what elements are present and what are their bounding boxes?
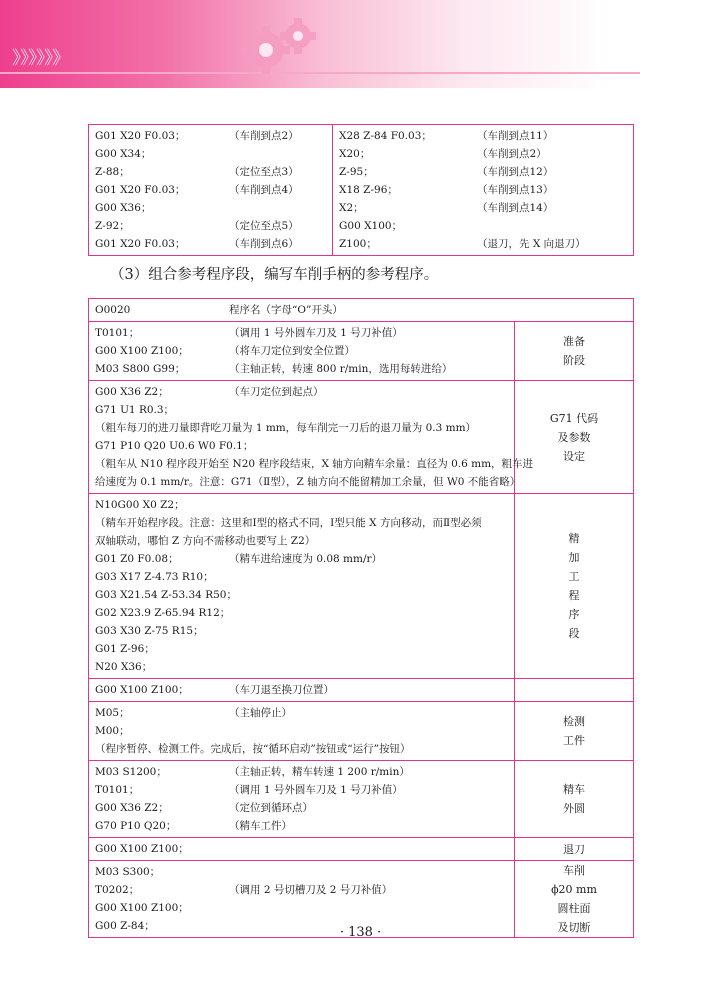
table-row xyxy=(89,679,634,702)
code-comment: （调用 1 号外圆车刀及 1 号刀补值） xyxy=(229,784,403,796)
stage-label: G71 代码 及参数 设定 xyxy=(515,381,634,494)
code-text: Z-95； xyxy=(339,166,374,178)
code-line xyxy=(95,604,514,622)
code-line xyxy=(95,586,514,604)
code-comment: 程序名（字母“O”开头） xyxy=(229,304,343,316)
code-line xyxy=(95,342,514,360)
code-text: T0101； xyxy=(95,327,140,339)
code-line xyxy=(95,763,514,781)
code-text: G01 X20 F0.03； xyxy=(95,130,186,142)
code-comment: （车削到点4） xyxy=(229,184,299,196)
code-text: N10G00 X0 Z2； xyxy=(95,499,185,511)
code-line xyxy=(339,145,633,163)
code-text: G00 X100 Z100； xyxy=(95,902,189,914)
program-code-cell xyxy=(89,838,515,861)
code-comment: （退刀，先 X 向退刀） xyxy=(477,238,586,250)
program-table xyxy=(88,298,634,938)
code-line xyxy=(95,781,514,799)
code-comment: （将车刀定位到安全位置） xyxy=(229,345,355,357)
stage-label: 精车 外圆 xyxy=(515,761,634,838)
code-line xyxy=(95,199,332,217)
code-comment: （车刀退至换刀位置） xyxy=(229,684,334,696)
code-line xyxy=(95,437,514,455)
code-line xyxy=(339,235,633,253)
code-text: Z100； xyxy=(339,238,377,250)
code-line xyxy=(95,899,514,917)
code-line xyxy=(95,455,534,473)
code-comment: （车削到点14） xyxy=(477,202,554,214)
code-line xyxy=(95,419,514,437)
code-text: G02 X23.9 Z-65.94 R12； xyxy=(95,607,231,619)
code-line xyxy=(95,235,332,253)
code-text: G00 X34； xyxy=(95,148,152,160)
code-comment: （调用 2 号切槽刀及 2 号刀补值） xyxy=(229,884,393,896)
stage-label: 精 加 工 程 序 段 xyxy=(515,494,634,679)
code-line xyxy=(95,550,514,568)
header-banner xyxy=(0,0,721,88)
code-comment: （定位到循环点） xyxy=(229,802,313,814)
code-comment: （定位至点5） xyxy=(229,220,299,232)
code-line xyxy=(95,301,633,319)
code-text: M03 S800 G99； xyxy=(95,363,186,375)
code-text: X20； xyxy=(339,148,371,160)
code-comment: （车削到点13） xyxy=(477,184,554,196)
table1-left-column xyxy=(89,125,333,256)
code-comment: （车刀定位到起点） xyxy=(229,386,324,398)
code-text: T0202； xyxy=(95,884,140,896)
code-line xyxy=(95,127,332,145)
code-line xyxy=(95,217,332,235)
page-number: · 138 · xyxy=(339,925,382,940)
code-line xyxy=(95,817,514,835)
code-text: Z-92； xyxy=(95,220,130,232)
code-text: G00 X100 Z100； xyxy=(95,843,189,855)
code-line xyxy=(95,473,521,491)
program-code-cell xyxy=(89,761,515,838)
code-text: M05； xyxy=(95,707,130,719)
stage-label: 准备 阶段 xyxy=(515,322,634,381)
code-text: （精车开始程序段。注意：这里和Ⅰ型的格式不同，Ⅰ型只能 X 方向移动，而Ⅱ型必须 xyxy=(95,517,482,529)
table1-right-column xyxy=(333,125,634,256)
code-text: M00； xyxy=(95,725,130,737)
code-comment: （车削到点2） xyxy=(477,148,547,160)
stage-label: 检测 工件 xyxy=(515,702,634,761)
code-line xyxy=(95,799,514,817)
code-line xyxy=(95,383,514,401)
code-line xyxy=(95,324,514,342)
table-row xyxy=(89,381,634,494)
code-comment: （车削到点2） xyxy=(229,130,299,142)
program-table-continued xyxy=(88,124,634,256)
stage-label: 退刀 xyxy=(515,838,634,861)
code-text: G70 P10 Q20； xyxy=(95,820,177,832)
code-text: G03 X17 Z-4.73 R10； xyxy=(95,571,214,583)
chevron-decoration: 》》》》》》 xyxy=(12,48,69,69)
code-text: G00 Z-84； xyxy=(95,920,155,932)
program-code-cell xyxy=(89,702,515,761)
code-text: （粗车每刀的进刀量即背吃刀量为 1 mm，每车削完一刀后的退刀量为 0.3 mm） xyxy=(95,422,477,434)
code-comment: （主轴停止） xyxy=(229,707,292,719)
gear-icon xyxy=(236,12,326,78)
code-text: G00 X100； xyxy=(339,220,403,232)
stage-label xyxy=(515,679,634,702)
code-line xyxy=(95,622,514,640)
code-line xyxy=(95,740,514,758)
table-row xyxy=(89,494,634,679)
code-text: X28 Z-84 F0.03； xyxy=(339,130,432,142)
code-text: G00 X100 Z100； xyxy=(95,345,189,357)
code-text: M03 S300； xyxy=(95,866,161,878)
code-text: X18 Z-96； xyxy=(339,184,398,196)
code-text: Z-88； xyxy=(95,166,130,178)
code-text: G00 X36； xyxy=(95,202,152,214)
code-line xyxy=(339,181,633,199)
code-line xyxy=(95,681,514,699)
section-heading: （3）组合参考程序段，编写车削手柄的参考程序。 xyxy=(110,267,439,283)
code-line xyxy=(95,863,514,881)
code-text: （粗车从 N10 程序段开始至 N20 程序段结束，X 轴方向精车余量：直径为 0.6 mm，粗车进 xyxy=(95,458,534,470)
code-comment: （定位至点3） xyxy=(229,166,299,178)
code-text: M03 S1200； xyxy=(95,766,167,778)
code-text: N20 X36； xyxy=(95,661,153,673)
program-code-cell xyxy=(89,322,515,381)
code-line xyxy=(95,145,332,163)
code-line xyxy=(95,722,514,740)
stage-label: 车削 ϕ20 mm 圆柱面 及切断 xyxy=(515,861,634,938)
code-text: 给速度为 0.1 mm/r。注意：G71（Ⅱ型），Z 轴方向不能留精加工余量，但 W0 不能省略） xyxy=(95,476,521,488)
table-row xyxy=(89,838,634,861)
table-row xyxy=(89,702,634,761)
code-line xyxy=(339,127,633,145)
table-row xyxy=(89,761,634,838)
code-line xyxy=(95,163,332,181)
code-text: G71 P10 Q20 U0.6 W0 F0.1； xyxy=(95,440,254,452)
program-code-cell xyxy=(89,381,534,494)
code-line xyxy=(95,181,332,199)
code-line xyxy=(95,640,514,658)
table-row xyxy=(89,322,634,381)
code-line xyxy=(339,163,633,181)
code-text: G01 Z-96； xyxy=(95,643,155,655)
code-text: G01 X20 F0.03； xyxy=(95,238,186,250)
code-text: G03 X30 Z-75 R15； xyxy=(95,625,204,637)
code-comment: （精车工件） xyxy=(229,820,292,832)
program-code-cell xyxy=(89,679,515,702)
program-code-cell xyxy=(89,494,515,679)
code-comment: （调用 1 号外圆车刀及 1 号刀补值） xyxy=(229,327,403,339)
code-text: G01 X20 F0.03； xyxy=(95,184,186,196)
code-text: O0020 xyxy=(95,304,131,316)
code-line xyxy=(339,217,633,235)
code-text: G00 X36 Z2； xyxy=(95,386,169,398)
code-comment: （车削到点6） xyxy=(229,238,299,250)
code-comment: （主轴正转，精车转速 1 200 r/min） xyxy=(229,766,410,778)
code-line xyxy=(95,514,514,532)
code-line xyxy=(95,496,514,514)
code-text: 双轴联动，哪怕 Z 方向不需移动也要写上 Z2） xyxy=(95,535,316,547)
code-text: G00 X36 Z2； xyxy=(95,802,169,814)
code-comment: （车削到点11） xyxy=(477,130,554,142)
code-line xyxy=(95,881,514,899)
table-row xyxy=(89,299,634,322)
code-line xyxy=(95,360,514,378)
program-code-cell xyxy=(89,299,634,322)
code-comment: （主轴正转，转速 800 r/min，选用每转进给） xyxy=(229,363,453,375)
code-line xyxy=(95,401,514,419)
code-text: G03 X21.54 Z-53.34 R50； xyxy=(95,589,237,601)
code-text: G01 Z0 F0.08； xyxy=(95,553,179,565)
code-line xyxy=(95,704,514,722)
code-line xyxy=(339,199,633,217)
code-text: X2； xyxy=(339,202,364,214)
code-line xyxy=(95,532,514,550)
code-text: G71 U1 R0.3； xyxy=(95,404,175,416)
code-line xyxy=(95,568,514,586)
code-text: T0101； xyxy=(95,784,140,796)
code-line xyxy=(95,658,514,676)
code-text: G00 X100 Z100； xyxy=(95,684,189,696)
code-comment: （车削到点12） xyxy=(477,166,554,178)
code-text: （程序暂停、检测工件。完成后，按“循环启动”按钮或“运行”按钮） xyxy=(95,743,411,755)
code-line xyxy=(95,840,514,858)
code-comment: （精车进给速度为 0.08 mm/r） xyxy=(229,553,383,565)
